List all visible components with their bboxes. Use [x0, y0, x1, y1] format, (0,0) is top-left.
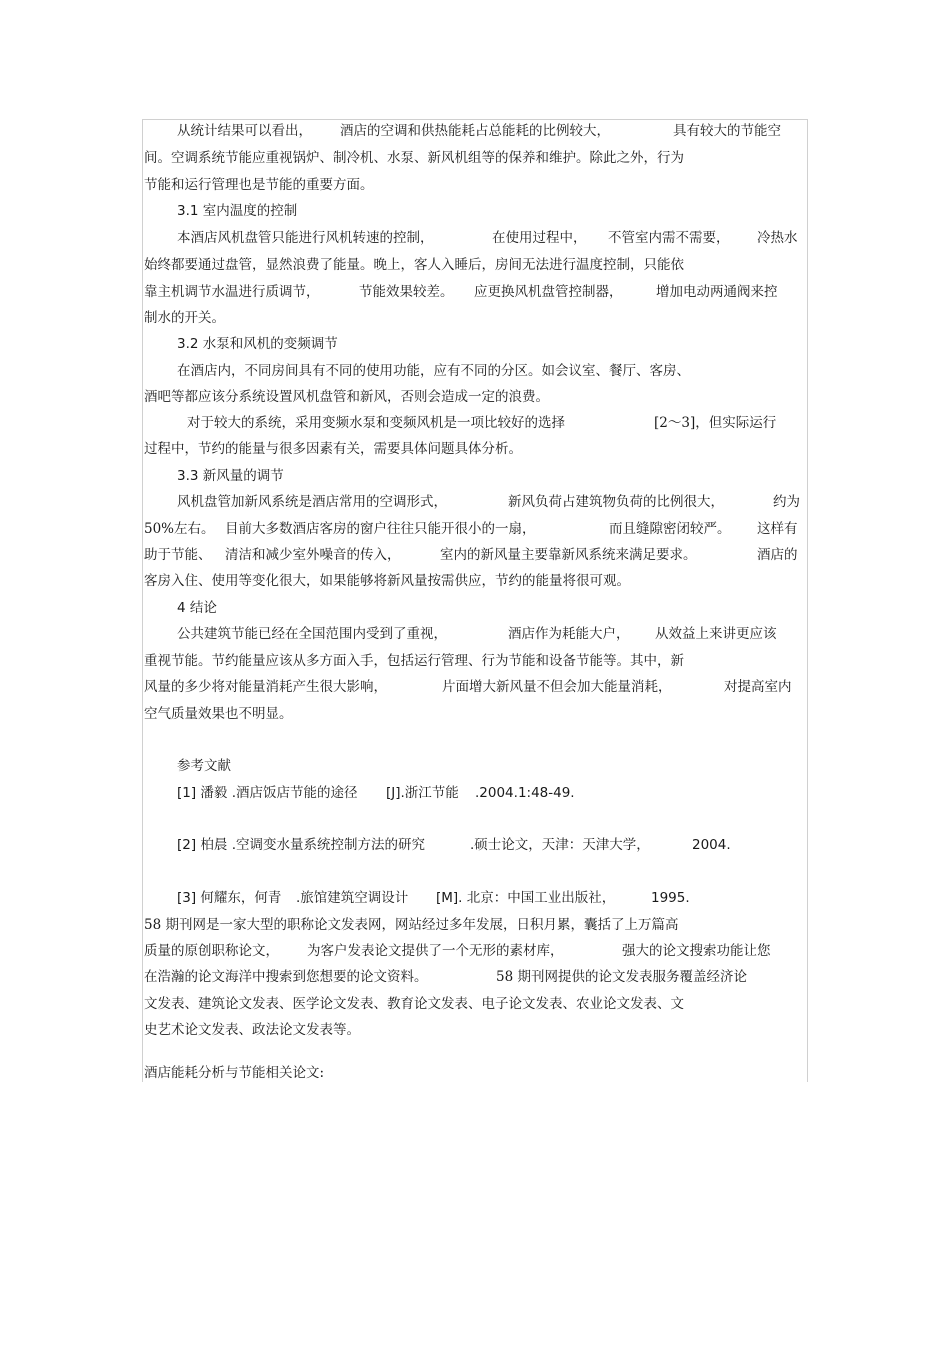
references-title: 参考文献 [177, 758, 231, 774]
body-line: 空气质量效果也不明显。 [144, 706, 293, 722]
body-line: 公共建筑节能已经在全国范围内受到了重视， 酒店作为耗能大户， 从效益上来讲更应该 [177, 626, 777, 642]
promo-line: 文发表、建筑论文发表、医学论文发表、教育论文发表、电子论文发表、农业论文发表、文 [144, 996, 684, 1012]
body-line: 始终都要通过盘管，显然浪费了能量。晚上，客人入睡后，房间无法进行温度控制，只能依 [144, 257, 684, 273]
body-line: 风量的多少将对能量消耗产生很大影响， 片面增大新风量不但会加大能量消耗， 对提高室内 [144, 679, 792, 695]
body-line: 本酒店风机盘管只能进行风机转速的控制， 在使用过程中， 不管室内需不需要， 冷热水 [177, 230, 798, 246]
body-line: 酒吧等都应该分系统设置风机盘管和新风，否则会造成一定的浪费。 [144, 389, 549, 405]
promo-line: 史艺术论文发表、政法论文发表等。 [144, 1022, 360, 1038]
promo-line: 58 期刊网是一家大型的职称论文发表网，网站经过多年发展，日积月累，囊括了上万篇高 [144, 917, 679, 933]
reference-item: [3] 何耀东，何青 .旅馆建筑空调设计 [M]. 北京：中国工业出版社， 1995. [177, 890, 690, 906]
body-line: 客房入住、使用等变化很大，如果能够将新风量按需供应，节约的能量将很可观。 [144, 573, 630, 589]
section-heading: 3.2 水泵和风机的变频调节 [177, 336, 338, 352]
body-line: 过程中，节约的能量与很多因素有关，需要具体问题具体分析。 [144, 441, 522, 457]
body-line: 50%左右。 目前大多数酒店客房的窗户往往只能开很小的一扇， 而且缝隙密闭较严。 这样有 [144, 521, 798, 537]
body-line: 风机盘管加新风系统是酒店常用的空调形式， 新风负荷占建筑物负荷的比例很大， 约为 [177, 494, 800, 510]
related-heading: 酒店能耗分析与节能相关论文: [144, 1065, 325, 1081]
section-heading: 3.3 新风量的调节 [177, 468, 284, 484]
section-heading: 4 结论 [177, 600, 217, 616]
promo-line: 质量的原创职称论文， 为客户发表论文提供了一个无形的素材库， 强大的论文搜索功能让您 [144, 943, 771, 959]
reference-item: [1] 潘毅 .酒店饭店节能的途径 [J].浙江节能 .2004.1:48-49. [177, 785, 575, 801]
body-line: 间。空调系统节能应重视锅炉、制冷机、水泵、新风机组等的保养和维护。除此之外，行为 [144, 150, 684, 166]
body-line: 助于节能、 清洁和减少室外噪音的传入， 室内的新风量主要靠新风系统来满足要求。 酒店的 [144, 547, 798, 563]
body-line: 靠主机调节水温进行质调节， 节能效果较差。 应更换风机盘管控制器， 增加电动两通阀来控 [144, 284, 778, 300]
body-line: 在酒店内，不同房间具有不同的使用功能，应有不同的分区。如会议室、餐厅、客房、 [177, 363, 690, 379]
body-line: 节能和运行管理也是节能的重要方面。 [144, 177, 374, 193]
reference-item: [2] 柏晨 .空调变水量系统控制方法的研究 .硕士论文，天津：天津大学， 2004. [177, 837, 731, 853]
body-line: 从统计结果可以看出， 酒店的空调和供热能耗占总能耗的比例较大， 具有较大的节能空 [177, 123, 781, 139]
body-line: 制水的开关。 [144, 310, 225, 326]
section-heading: 3.1 室内温度的控制 [177, 203, 298, 219]
promo-line: 在浩瀚的论文海洋中搜索到您想要的论文资料。 58 期刊网提供的论文发表服务覆盖经济论 [144, 969, 747, 985]
body-line: 重视节能。节约能量应该从多方面入手，包括运行管理、行为节能和设备节能等。其中，新 [144, 653, 684, 669]
body-line: 对于较大的系统，采用变频水泵和变频风机是一项比较好的选择 [2～3]，但实际运行 [187, 415, 777, 431]
